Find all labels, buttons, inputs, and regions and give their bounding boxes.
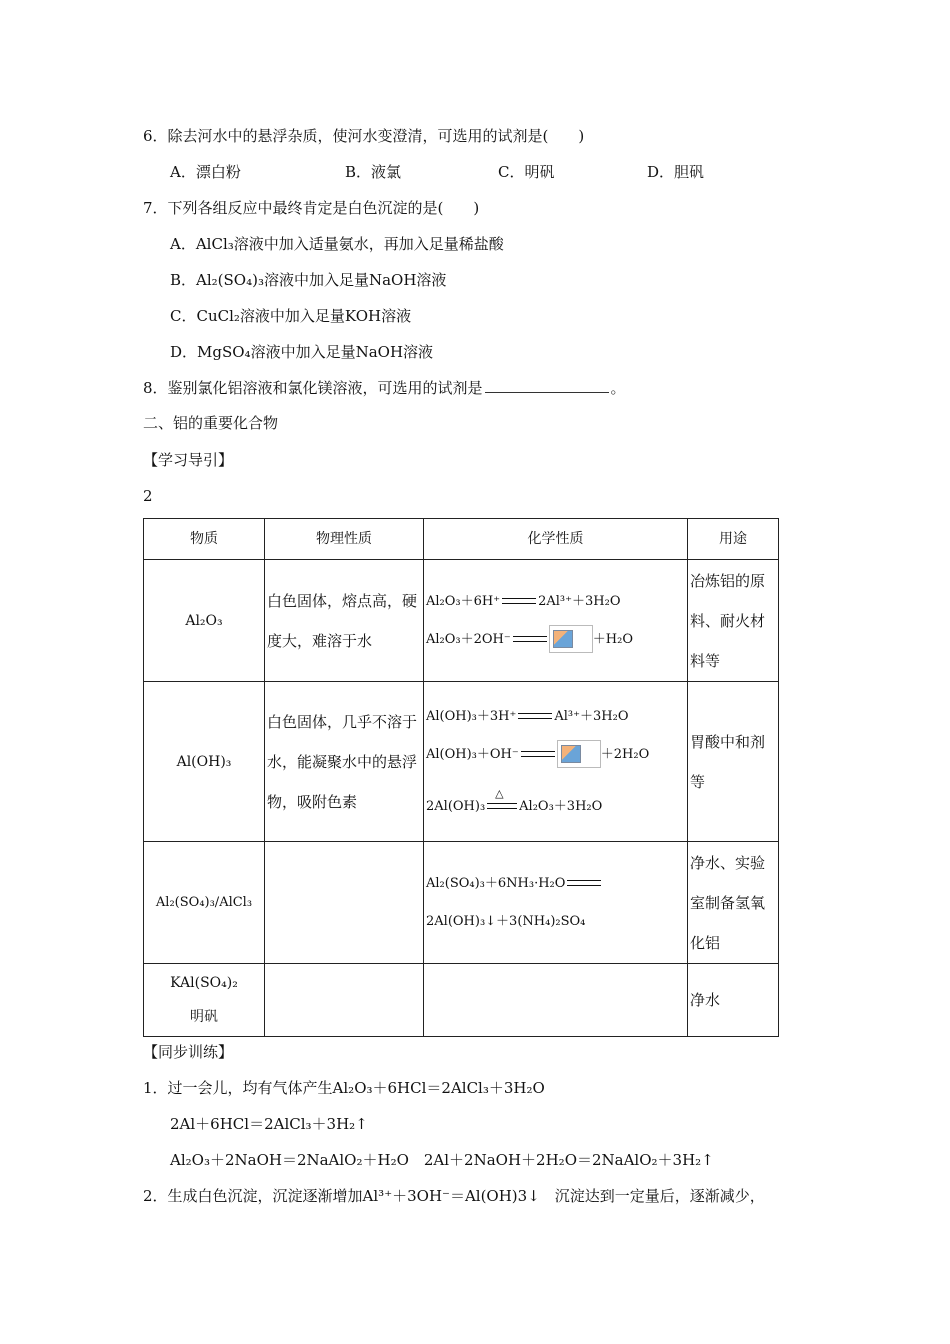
- equals-sign: [513, 636, 547, 642]
- substance-formula: KAl(SO₄)₂: [170, 975, 238, 991]
- physical-cell: 白色固体，几乎不溶于水，能凝聚水中的悬浮物，吸附色素: [265, 682, 424, 842]
- substance-cell: Al₂O₃: [144, 560, 265, 682]
- equation: [426, 736, 685, 774]
- eq-right: ＋H₂O: [592, 631, 633, 647]
- header-physical: 物理性质: [265, 519, 424, 560]
- header-use: 用途: [688, 519, 779, 560]
- q8-end: 。: [610, 379, 626, 397]
- substance-cell: Al(OH)₃: [144, 682, 265, 842]
- use-cell: 净水: [688, 964, 779, 1037]
- table-row: [144, 842, 779, 964]
- q7-option-a: A．AlCl₃溶液中加入适量氨水，再加入足量稀盐酸: [170, 235, 504, 253]
- item-number: 2: [143, 487, 153, 505]
- use-cell: 净水、实验室制备氢氧化铝: [688, 842, 779, 964]
- eq-left: Al₂O₃＋6H⁺: [426, 593, 501, 609]
- section-heading: 二、铝的重要化合物: [143, 414, 279, 432]
- q7-option-d: D．MgSO₄溶液中加入足量NaOH溶液: [170, 343, 434, 361]
- q7-option-c: C．CuCl₂溶液中加入足量KOH溶液: [170, 307, 412, 325]
- answer-line: 2Al＋6HCl＝2AlCl₃＋3H₂↑: [170, 1115, 368, 1133]
- chemical-cell: [424, 842, 688, 964]
- equals-sign: [521, 751, 555, 757]
- question-6-stem: 6．除去河水中的悬浮杂质，使河水变澄清，可选用的试剂是( ): [143, 127, 585, 145]
- image-placeholder-icon: [549, 625, 593, 653]
- table-row: [144, 560, 779, 682]
- physical-cell: 白色固体，熔点高，硬度大，难溶于水: [265, 560, 424, 682]
- question-8-stem: [143, 377, 626, 399]
- study-guide-heading: 【学习导引】: [143, 451, 234, 469]
- equation-continuation: 2Al(OH)₃↓＋3(NH₄)₂SO₄: [426, 913, 586, 929]
- equation: [426, 583, 685, 621]
- q6-option-c: C．明矾: [498, 163, 555, 181]
- table-row: [144, 964, 779, 1037]
- question-7-stem: 7．下列各组反应中最终肯定是白色沉淀的是( ): [143, 199, 480, 217]
- substance-cell: Al₂(SO₄)₃/AlCl₃: [144, 842, 265, 964]
- chemical-cell: [424, 682, 688, 842]
- header-substance: 物质: [144, 519, 265, 560]
- chemical-cell: [424, 560, 688, 682]
- equation: [426, 621, 685, 659]
- chemical-cell: [424, 964, 688, 1037]
- substance-cell: [144, 964, 265, 1037]
- equation: [426, 788, 685, 826]
- sync-training-heading: 【同步训练】: [143, 1043, 234, 1061]
- answer-line: Al₂O₃＋2NaOH＝2NaAlO₂＋H₂O 2Al＋2NaOH＋2H₂O＝2NaAlO₂＋3H₂↑: [170, 1151, 714, 1169]
- eq-left: Al(OH)₃＋OH⁻: [426, 746, 519, 762]
- image-placeholder-icon: [557, 740, 601, 768]
- equation: [426, 698, 685, 736]
- equals-sign: [518, 713, 552, 719]
- q8-text: 8．鉴别氯化铝溶液和氯化镁溶液，可选用的试剂是: [143, 379, 483, 397]
- physical-cell: [265, 842, 424, 964]
- q7-option-b: B．Al₂(SO₄)₃溶液中加入足量NaOH溶液: [170, 271, 447, 289]
- eq-left: Al₂(SO₄)₃＋6NH₃·H₂O: [426, 875, 566, 891]
- use-cell: 冶炼铝的原料、耐火材料等: [688, 560, 779, 682]
- q6-option-a: A．漂白粉: [170, 163, 241, 181]
- physical-cell: [265, 964, 424, 1037]
- eq-right: Al³⁺＋3H₂O: [554, 708, 629, 724]
- header-chemical: 化学性质: [424, 519, 688, 560]
- table-row: [144, 682, 779, 842]
- q6-option-d: D．胆矾: [647, 163, 705, 181]
- eq-right: ＋2H₂O: [600, 746, 650, 762]
- heating-equals-sign: [487, 787, 517, 809]
- substance-common-name: 明矾: [190, 1009, 218, 1025]
- eq-left: Al(OH)₃＋3H⁺: [426, 708, 517, 724]
- equation: [426, 865, 685, 903]
- use-cell: 胃酸中和剂等: [688, 682, 779, 842]
- answer-line: 1．过一会儿，均有气体产生Al₂O₃＋6HCl＝2AlCl₃＋3H₂O: [143, 1079, 545, 1097]
- aluminum-compounds-table: [143, 518, 779, 1037]
- eq-left: Al₂O₃＋2OH⁻: [426, 631, 511, 647]
- table-header-row: [144, 519, 779, 560]
- answer-line: 2．生成白色沉淀，沉淀逐渐增加Al³⁺＋3OH⁻＝Al(OH)3↓ 沉淀达到一定量后，逐渐减少，: [143, 1187, 765, 1205]
- eq-left: 2Al(OH)₃: [426, 798, 486, 814]
- eq-right: Al₂O₃＋3H₂O: [519, 798, 603, 814]
- heat-triangle-icon: △: [495, 787, 504, 800]
- equals-sign: [567, 880, 601, 886]
- q6-option-b: B．液氯: [345, 163, 402, 181]
- eq-right: 2Al³⁺＋3H₂O: [538, 593, 621, 609]
- answer-blank: [485, 378, 609, 393]
- equals-sign: [502, 598, 536, 604]
